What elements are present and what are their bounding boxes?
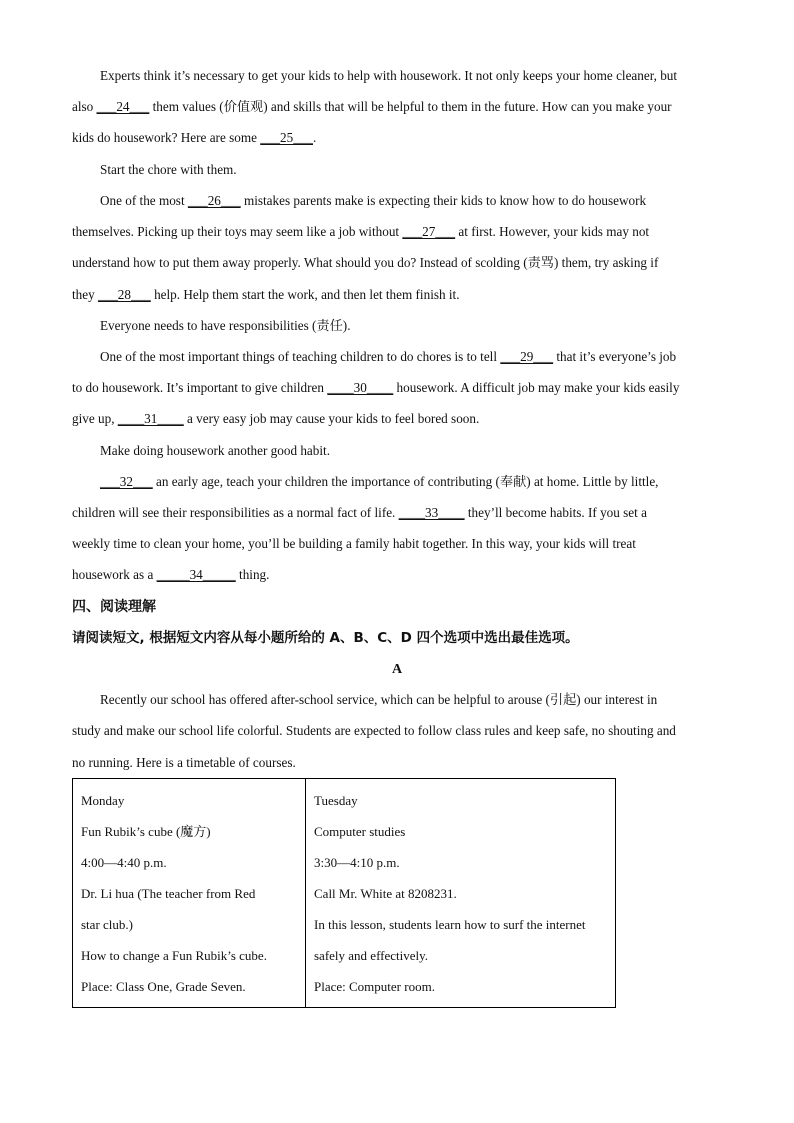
blank-31: ____31____: [117, 411, 184, 426]
monday-cell: [73, 779, 306, 1008]
passage-text: Recently our school has offered after-school service, which can be helpful to arouse (引起) our interest in: [100, 692, 658, 707]
cloze-text: thing.: [235, 567, 270, 582]
cell-line: Place: Computer room.: [314, 979, 435, 994]
blank-29: ___29___: [500, 349, 554, 364]
cloze-text: give up,: [72, 411, 118, 426]
cloze-text: help. Help them start the work, and then let them finish it.: [150, 287, 460, 302]
cell-line: Tuesday: [314, 793, 358, 808]
blank-27: ___27___: [402, 224, 456, 239]
cloze-line: [72, 534, 722, 554]
blank-33: ____33____: [398, 505, 465, 520]
cell-line: Dr. Li hua (The teacher from Red: [81, 886, 256, 901]
cloze-text: a very easy job may cause your kids to feel bored soon.: [183, 411, 480, 426]
cloze-text: One of the most important things of teaching children to do chores is to tell: [100, 349, 501, 364]
cloze-line: [72, 222, 722, 242]
cloze-text: themselves. Picking up their toys may seem like a job without: [72, 224, 403, 239]
passage-line: [72, 721, 722, 741]
cell-line: Monday: [81, 793, 125, 808]
cloze-line: [72, 97, 722, 117]
cell-line: Fun Rubik’s cube (魔方): [81, 824, 211, 839]
cloze-text: Everyone needs to have responsibilities (责任).: [100, 318, 351, 333]
blank-24: ___24___: [96, 99, 150, 114]
table-row: [73, 779, 616, 1008]
cloze-text: .: [312, 130, 317, 145]
cell-line: Call Mr. White at 8208231.: [314, 886, 457, 901]
cell-line: 3:30—4:10 p.m.: [314, 855, 400, 870]
subheading-responsibilities: [100, 316, 750, 336]
cell-line: In this lesson, students learn how to surf the internet: [314, 917, 586, 932]
passage-letter: A: [391, 662, 403, 677]
section-heading: 四、阅读理解: [72, 599, 156, 615]
cloze-line: [100, 191, 750, 211]
cloze-line: [72, 253, 722, 273]
cell-line: Place: Class One, Grade Seven.: [81, 979, 246, 994]
blank-26: ___26___: [187, 193, 241, 208]
cloze-line: [72, 503, 722, 523]
blank-28: ___28___: [98, 287, 151, 302]
blank-25: ___25___: [260, 130, 313, 145]
blank-30: ____30____: [327, 380, 394, 395]
cloze-line: [72, 409, 722, 429]
cloze-text: weekly time to clean your home, you’ll be building a family habit together. In this way, your kids will treat: [72, 536, 636, 551]
cloze-text: that it’s everyone’s job: [553, 349, 677, 364]
cell-line: Computer studies: [314, 824, 406, 839]
blank-32: ___32___: [100, 474, 153, 489]
cloze-line: [100, 347, 750, 367]
cloze-line: [72, 285, 722, 305]
subheading-good-habit: [100, 441, 750, 461]
cloze-text: Start the chore with them.: [100, 162, 237, 177]
cloze-text: housework as a: [72, 567, 157, 582]
cloze-line: [72, 378, 722, 398]
cloze-text: understand how to put them away properly. What should you do? Instead of scolding (责骂) them, try asking if: [72, 255, 659, 270]
cell-line: star club.): [81, 917, 133, 932]
cell-line: 4:00—4:40 p.m.: [81, 855, 167, 870]
cloze-text: One of the most: [100, 193, 188, 208]
cloze-text: Make doing housework another good habit.: [100, 443, 331, 458]
cell-line: safely and effectively.: [314, 948, 429, 963]
cell-line: How to change a Fun Rubik’s cube.: [81, 948, 267, 963]
cloze-line: [100, 472, 750, 492]
passage-line: [72, 753, 722, 773]
passage-line: [100, 690, 750, 710]
blank-34: _____34_____: [156, 567, 236, 582]
cloze-line: [72, 128, 722, 148]
cloze-line: [100, 66, 750, 86]
cloze-text: mistakes parents make is expecting their kids to know how to do housework: [240, 193, 647, 208]
cloze-text: to do housework. It’s important to give children: [72, 380, 328, 395]
cloze-text: an early age, teach your children the importance of contributing (奉献) at home. Little by little,: [152, 474, 659, 489]
passage-text: study and make our school life colorful. Students are expected to follow class rules and keep safe, no shouting and: [72, 723, 676, 738]
cloze-line: [72, 565, 722, 585]
cloze-text: at first. However, your kids may not: [455, 224, 650, 239]
cloze-text: Experts think it’s necessary to get your kids to help with housework. It not only keeps your home cleaner, but: [100, 68, 678, 83]
cloze-text: them values (价值观) and skills that will be helpful to them in the future. How can you make your: [149, 99, 672, 114]
passage-text: no running. Here is a timetable of courses.: [72, 755, 296, 770]
tuesday-cell: [306, 779, 616, 1008]
cloze-text: also: [72, 99, 97, 114]
cloze-text: kids do housework? Here are some: [72, 130, 261, 145]
section-instruction: 请阅读短文, 根据短文内容从每小题所给的 A、B、C、D 四个选项中选出最佳选项。: [72, 630, 579, 646]
cloze-text: they: [72, 287, 99, 302]
subheading-start-chore: [100, 160, 750, 180]
cloze-text: they’ll become habits. If you set a: [464, 505, 647, 520]
course-timetable: [72, 778, 616, 1008]
cloze-text: housework. A difficult job may make your kids easily: [393, 380, 680, 395]
cloze-text: children will see their responsibilities as a normal fact of life.: [72, 505, 399, 520]
